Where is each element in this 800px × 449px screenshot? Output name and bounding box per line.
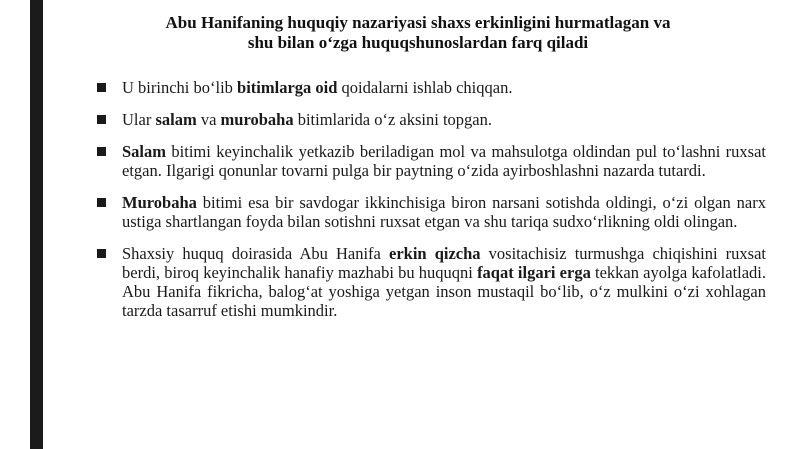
bullet-item-5 [96, 244, 766, 320]
bullet-bold-text: salam [155, 110, 197, 129]
square-bullet-icon [97, 115, 106, 124]
bullet-bold-text: faqat ilgari erga [477, 263, 591, 282]
bullet-text: Ular [122, 110, 156, 129]
bullet-text: Shaxsiy huquq doirasida Abu Hanifa [122, 244, 389, 263]
slide-title [100, 13, 736, 53]
bullet-text: va [196, 110, 221, 129]
square-bullet-icon [97, 249, 106, 258]
bullet-item-2 [96, 110, 766, 129]
bullet-text: qoidalarni ishlab chiqqan. [337, 78, 513, 97]
bullet-bold-text: erkin qizcha [389, 244, 481, 263]
bullet-text: bitimi esa bir savdogar ikkinchisiga biron narsani sotishda oldingi, o‘zi olgan narx ustiga shartlangan foyda bilan sotishni ruxsat etgan va shu tariqa sudxo‘rlikning oldi olingan. [122, 193, 766, 231]
bullet-text: tekkan ayolga kafolatladi. Abu Hanifa fikricha, balog‘at yoshiga yetgan inson mustaqil bo‘lib, o‘z mulkini o‘zi xohlagan tarzda tasarruf etishi mumkindir. [122, 263, 767, 320]
bullet-bold-text: bitimlarga oid [237, 78, 338, 97]
square-bullet-icon [97, 147, 106, 156]
square-bullet-icon [97, 83, 106, 92]
left-accent-bar [30, 0, 43, 449]
slide-title-line-2: shu bilan o‘zga huquqshunoslardan farq qiladi [247, 33, 589, 52]
bullet-bold-text: Salam [122, 142, 167, 161]
bullet-bold-text: Murobaha [122, 193, 197, 212]
bullet-text: bitimi keyinchalik yetkazib beriladigan mol va mahsulotga oldindan pul to‘lashni ruxsat etgan. Ilgarigi qonunlar tovarni pulga bir paytning o‘zida ayirboshlashni nazarda tutardi. [122, 142, 766, 180]
slide-title-line-1: Abu Hanifaning huquqiy nazariyasi shaxs erkinligini hurmatlagan va [165, 13, 671, 32]
bullet-list [96, 78, 766, 320]
square-bullet-icon [97, 198, 106, 207]
bullet-text: U birinchi bo‘lib [122, 78, 238, 97]
bullet-item-4 [96, 193, 766, 231]
bullet-item-1 [96, 78, 766, 97]
bullet-bold-text: murobaha [220, 110, 294, 129]
bullet-text: bitimlarida o‘z aksini topgan. [293, 110, 493, 129]
bullet-item-3 [96, 142, 766, 180]
bullet-text: vositachisiz turmushga chiqishini ruxsat berdi, biroq keyinchalik hanafiy mazhabi bu huquqni [122, 244, 766, 282]
